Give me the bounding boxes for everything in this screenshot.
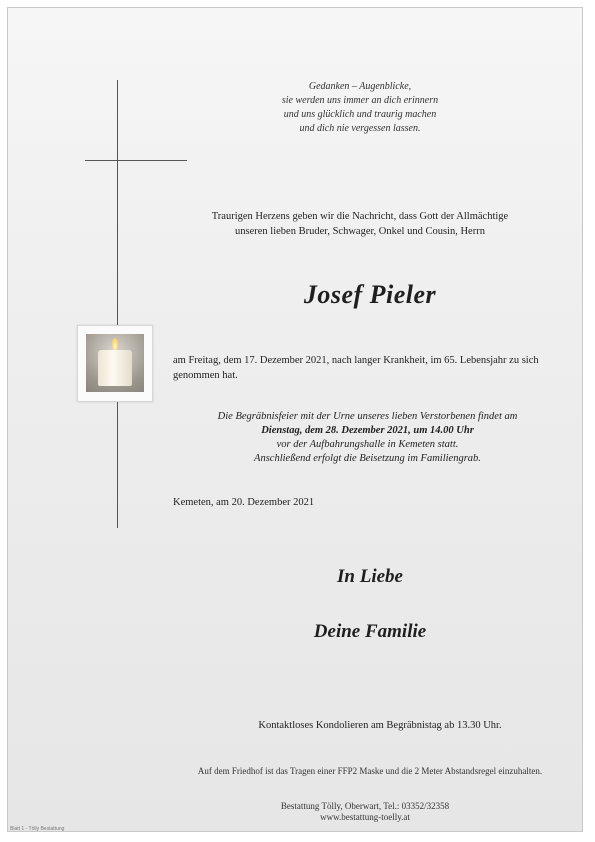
- candle-body: [98, 350, 132, 386]
- condolence-note: Kontaktloses Kondolieren am Begräbnistag ab 13.30 Uhr.: [258, 720, 502, 731]
- intro-line: unseren lieben Bruder, Schwager, Onkel und Cousin, Herrn: [235, 226, 485, 237]
- poem-line: Gedanken – Augenblicke,: [308, 81, 412, 92]
- deceased-name: Josef Pieler: [303, 280, 437, 309]
- covid-notice: Auf dem Friedhof ist das Tragen einer FFP2 Maske und die 2 Meter Abstandsregel einzuhalten.: [197, 766, 543, 776]
- poem: [240, 80, 480, 136]
- undertaker-line: Bestattung Tölly, Oberwart, Tel.: 03352/32358: [280, 801, 450, 811]
- intro-text: [170, 209, 550, 239]
- place-date: Kemeten, am 20. Dezember 2021: [173, 497, 315, 508]
- funeral-info: [170, 410, 565, 466]
- undertaker-info: [240, 801, 490, 823]
- poem-line: und dich nie vergessen lassen.: [299, 123, 421, 134]
- candle-image: [77, 325, 153, 402]
- candle-flame-icon: [112, 338, 118, 350]
- closing-love: In Liebe: [337, 566, 403, 587]
- closing-family: Deine Familie: [313, 621, 427, 642]
- cross-vertical-line: [117, 80, 118, 528]
- undertaker-website: www.bestattung-toelly.at: [320, 812, 410, 822]
- funeral-date: Dienstag, dem 28. Dezember 2021, um 14.00 Uhr: [261, 425, 474, 436]
- corner-label: Blatt 1 - Tölly Bestattung: [10, 826, 65, 832]
- intro-line: Traurigen Herzens geben wir die Nachricht, dass Gott der Allmächtige: [211, 211, 509, 222]
- death-notice: am Freitag, dem 17. Dezember 2021, nach langer Krankheit, im 65. Lebensjahr zu sich genommen hat.: [173, 355, 539, 381]
- cross-horizontal-line: [85, 160, 187, 161]
- funeral-line: Die Begräbnisfeier mit der Urne unseres lieben Verstorbenen findet am: [217, 411, 518, 422]
- funeral-line: Anschließend erfolgt die Beisetzung im Familiengrab.: [254, 453, 481, 464]
- poem-line: sie werden uns immer an dich erinnern: [281, 95, 439, 106]
- poem-line: und uns glücklich und traurig machen: [283, 109, 437, 120]
- candle-photo: [86, 334, 144, 392]
- funeral-line: vor der Aufbahrungshalle in Kemeten statt.: [276, 439, 459, 450]
